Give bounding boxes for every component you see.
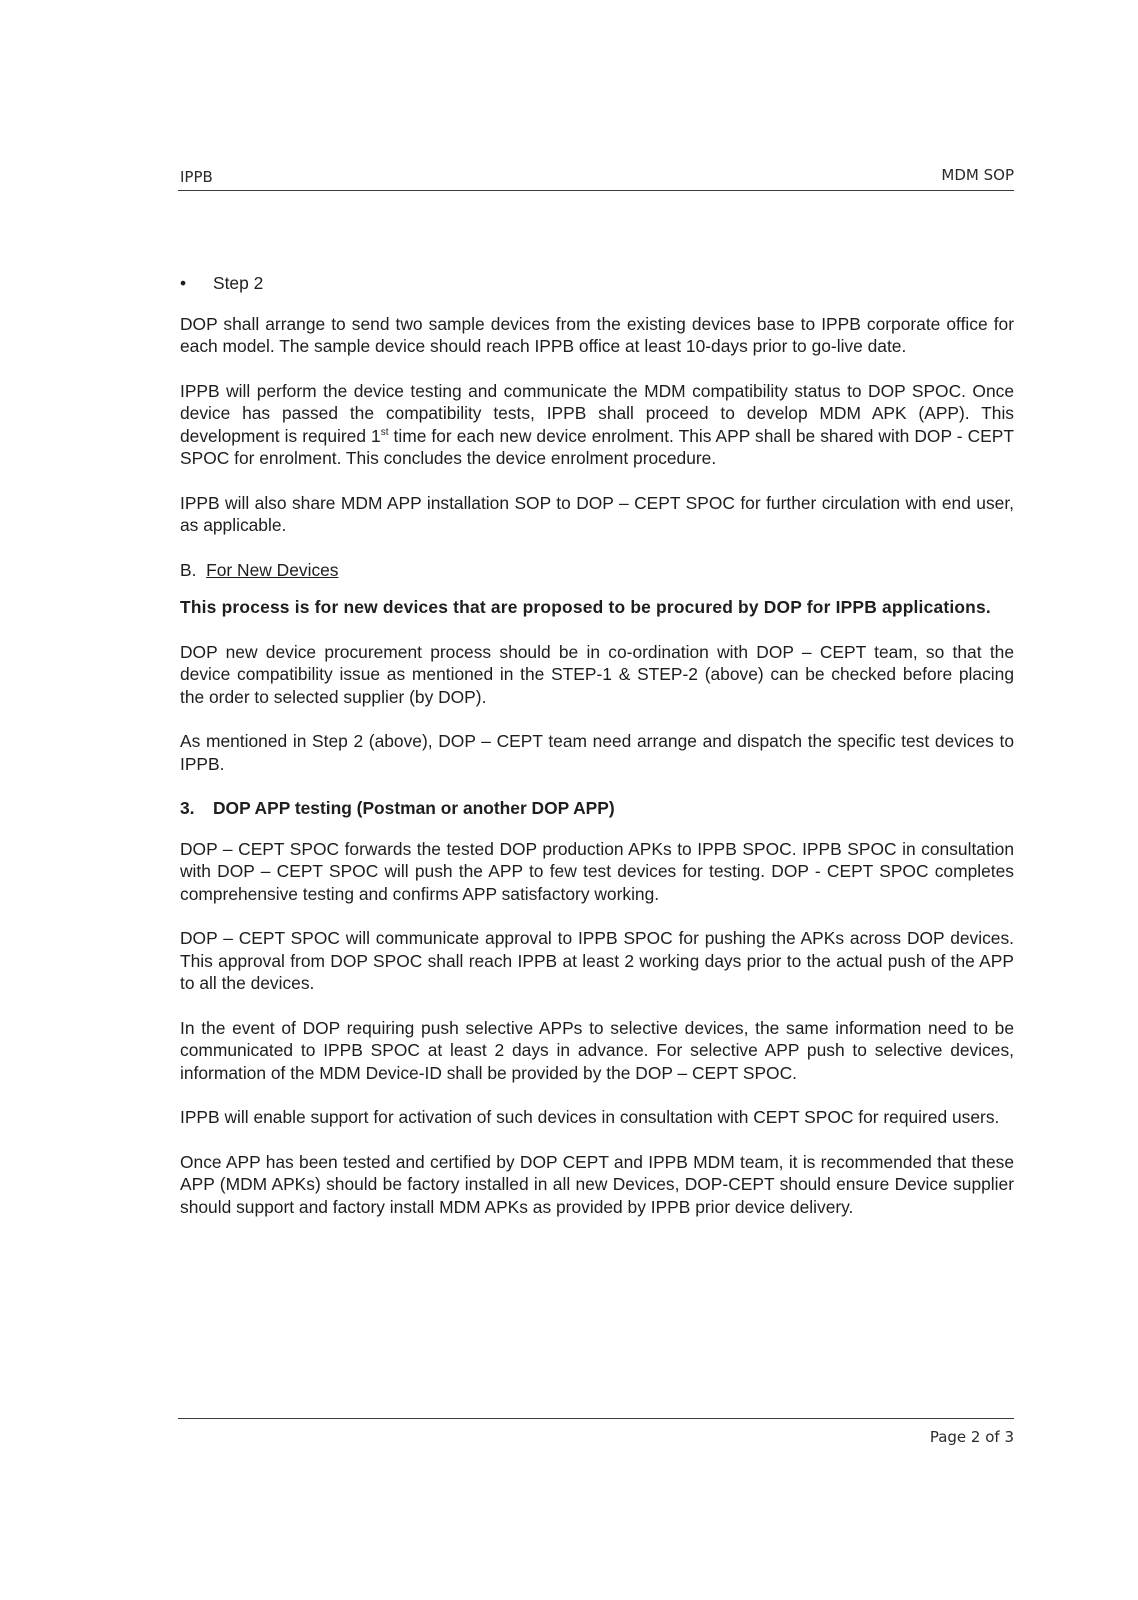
page-header xyxy=(178,164,1014,191)
section-3-paragraph-2: DOP – CEPT SPOC will communicate approval to IPPB SPOC for pushing the APKs across DOP devices. This approval from DOP SPOC shall reach IPPB at least 2 working days prior to the actual push of the APP to all the devices. xyxy=(180,928,1014,993)
step-2-label: Step 2 xyxy=(213,273,264,293)
section-3-paragraph-3: In the event of DOP requiring push selective APPs to selective devices, the same information need to be communicated to IPPB SPOC at least 2 days in advance. For selective APP push to selective devices, information of the MDM Device-ID shall be provided by the DOP – CEPT SPOC. xyxy=(180,1017,1014,1083)
ordinal-superscript: st xyxy=(380,426,389,438)
section-b-intro: This process is for new devices that are proposed to be procured by DOP for IPPB applications. xyxy=(180,597,991,617)
document-body xyxy=(180,272,1014,1240)
step-2-paragraph-1: DOP shall arrange to send two sample devices from the existing devices base to IPPB corporate office for each model. The sample device should reach IPPB office at least 10-days prior to go-live date. xyxy=(180,313,1014,356)
section-3-paragraph-4: IPPB will enable support for activation of such devices in consultation with CEPT SPOC for required users. xyxy=(180,1107,1000,1127)
section-b-paragraph-2: As mentioned in Step 2 (above), DOP – CEPT team need arrange and dispatch the specific test devices to IPPB. xyxy=(180,731,1014,774)
footer-divider xyxy=(178,1418,1014,1419)
step-2-paragraph-2-text-b: time for each new device enrolment. This APP shall be shared with DOP - CEPT SPOC for enrolment. This concludes the device enrolment procedure. xyxy=(180,425,1014,468)
section-3-heading xyxy=(180,797,1014,820)
header-org-name: IPPB xyxy=(180,168,213,186)
page-number: Page 2 of 3 xyxy=(929,1428,1014,1446)
section-b-title: For New Devices xyxy=(206,559,339,580)
header-document-title: MDM SOP xyxy=(941,166,1014,184)
step-2-paragraph-2-text-a: IPPB will perform the device testing and communicate the MDM compatibility status to DOP SPOC. Once device has passed the compatibility tests, IPPB shall proceed to develop MDM APK (APP). This development is required 1 xyxy=(180,380,1014,446)
section-3-paragraph-1: DOP – CEPT SPOC forwards the tested DOP production APKs to IPPB SPOC. IPPB SPOC in consultation with DOP – CEPT SPOC will push the APP to few test devices for testing. DOP - CEPT SPOC completes comprehensive testing and confirms APP satisfactory working. xyxy=(180,838,1014,904)
step-2-bullet xyxy=(180,272,1014,295)
step-2-paragraph-3: IPPB will also share MDM APP installation SOP to DOP – CEPT SPOC for further circulation with end user, as applicable. xyxy=(180,492,1014,535)
section-3-paragraph-5: Once APP has been tested and certified by DOP CEPT and IPPB MDM team, it is recommended that these APP (MDM APKs) should be factory installed in all new Devices, DOP-CEPT should ensure Device supplier should support and factory install MDM APKs as provided by IPPB prior device delivery. xyxy=(180,1151,1014,1217)
section-b-letter: B. xyxy=(180,559,197,580)
section-b-paragraph-1: DOP new device procurement process should be in co-ordination with DOP – CEPT team, so that the device compatibility issue as mentioned in the STEP-1 & STEP-2 (above) can be checked before placing the order to selected supplier (by DOP). xyxy=(180,641,1014,707)
step-2-paragraph-2 xyxy=(180,380,1014,470)
section-3-title: DOP APP testing (Postman or another DOP APP) xyxy=(213,798,615,818)
section-3-number: 3. xyxy=(180,798,195,818)
section-b-heading xyxy=(180,559,1014,582)
bullet-icon: • xyxy=(180,273,187,293)
